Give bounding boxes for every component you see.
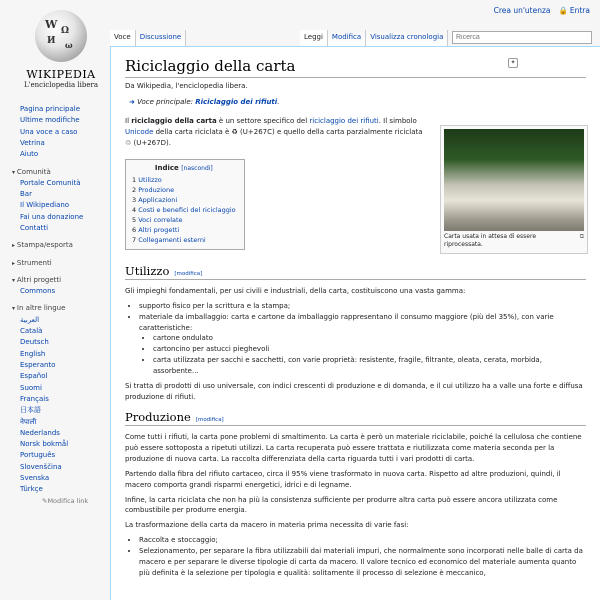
sidebar-section-altri[interactable]: ▾ Altri progetti: [8, 275, 108, 286]
language-link[interactable]: Svenska: [20, 474, 50, 483]
main-article-notice: ➜ Voce principale: Riciclaggio dei rifiuti.: [129, 98, 280, 106]
featured-star-icon: ✦: [508, 58, 518, 68]
sidebar-item[interactable]: Ultime modifiche: [20, 116, 80, 125]
list-item: • Selezionamento, per separare la fibra utilizzabili dai materiali impuri, che normalmente sono incorporati nelle balle di carta da macero e per separare le diverse tipologie di carta da macero. Il valore tecnico ed economico del materiale aumenta quanto più definita è la selezione per tipologia e qualità: solitamente il processo di selezione è meccanico,: [139, 546, 586, 579]
arrow-icon: ➜: [129, 98, 135, 106]
intro-text-3: . Il simbolo: [378, 117, 417, 125]
language-link[interactable]: Español: [20, 372, 48, 381]
login-link-wrap: [559, 6, 590, 15]
intro: [125, 116, 425, 256]
language-link[interactable]: Deutsch: [20, 338, 49, 347]
sidebar-section-stampa[interactable]: ▸ Stampa/esporta: [8, 240, 108, 251]
language-link[interactable]: नेपाली: [20, 417, 37, 426]
language-link[interactable]: العربية: [20, 315, 40, 324]
utilizzo-p1: Gli impieghi fondamentali, per usi civili e industriali, della carta, costituiscono una vasta gamma:: [125, 286, 466, 295]
sidebar-item[interactable]: Commons: [20, 287, 56, 296]
caption-text: Carta usata in attesa di essere riprocessata.: [444, 233, 537, 249]
edit-links-link[interactable]: [8, 496, 108, 506]
sidebar-main-nav: [8, 104, 108, 161]
intro-text-4: della carta riciclata è ♻ (U+267C) e quello della carta parzialmente riciclata ♲ (U+267D).: [125, 127, 423, 147]
main-article-link[interactable]: Riciclaggio dei rifiuti: [195, 98, 278, 106]
paper-bales-image[interactable]: [444, 129, 584, 231]
toc-link[interactable]: Voci correlate: [138, 215, 183, 224]
toc-number: 5: [132, 215, 137, 224]
sidebar-item[interactable]: Portale Comunità: [20, 178, 81, 187]
sidebar-item[interactable]: Vetrina: [20, 138, 45, 147]
sidebar-lingue-list: [8, 315, 108, 496]
language-link[interactable]: Català: [20, 326, 43, 335]
sidebar-item[interactable]: Fai una donazione: [20, 212, 84, 221]
article-content: [110, 46, 600, 600]
produzione-list: [139, 535, 586, 578]
list-item: [139, 312, 586, 377]
language-link[interactable]: Nederlands: [20, 428, 60, 437]
language-link[interactable]: Esperanto: [20, 360, 56, 369]
main-prefix: Voce principale:: [137, 98, 196, 106]
language-link[interactable]: Norsk bokmål: [20, 440, 69, 449]
section-utilizzo-title: Utilizzo: [125, 263, 170, 278]
sidebar-altri-list: [8, 286, 108, 297]
sidebar-item[interactable]: Bar: [20, 190, 32, 199]
toc-number: 1: [132, 175, 137, 184]
logo-wordmark: WIKIPEDIA: [26, 68, 96, 81]
produzione-p4: La trasformazione della carta da macero in materia prima necessita di varie fasi:: [125, 521, 409, 530]
namespace-tabs: [110, 30, 186, 46]
toc-link[interactable]: Costi e benefici del riciclaggio: [138, 205, 236, 214]
produzione-p2: Partendo dalla fibra del rifiuto cartaceo, circa il 95% viene trasformato in nuova carta. Rispetto ad altre produzioni, quindi, il macero comporta grandi risparmi energetici, idrici e di legname.: [125, 469, 561, 489]
sidebar-comunita-list: [8, 178, 108, 235]
table-of-contents: [125, 159, 245, 250]
list-item: • carta utilizzata per sacchi e sacchetti, con varie proprietà: resistente, fragile, filtrante, oleata, cerata, morbida, assorbente...: [153, 355, 586, 377]
toc-link[interactable]: Utilizzo: [138, 175, 162, 184]
list-item: • cartoncino per astucci pieghevoli: [153, 344, 586, 355]
logo-tagline: L'enciclopedia libera: [23, 81, 99, 89]
create-account-link[interactable]: Crea un'utenza: [493, 6, 551, 15]
unicode-link[interactable]: Unicode: [125, 127, 154, 136]
language-link[interactable]: Français: [20, 394, 49, 403]
list-item-text: materiale da imballaggio: carta e cartone da imballaggio rappresentano il consumo maggiore (più del 35%), con varie caratteristiche:: [139, 312, 554, 332]
sidebar-section-comunita[interactable]: ▾ Comunità: [8, 167, 108, 178]
thumb-caption: [444, 233, 584, 250]
intro-link[interactable]: riciclaggio dei rifiuti: [309, 117, 379, 125]
toc-hide-link[interactable]: [nascondi]: [181, 164, 213, 172]
tab-modifica[interactable]: Modifica: [328, 30, 366, 46]
produzione-p1: Come tutti i rifiuti, la carta pone problemi di smaltimento. La carta è però un materiale riciclabile, poiché la cellulosa che contiene può essere sottoposta a ripetuti utilizzi. La carta recuperata può essere trattata e riutilizzata come materia seconda per la produzione di nuova carta. La raccolta differenziata della carta riguarda tutti i vari prodotti di carta.: [125, 433, 582, 464]
section-utilizzo: [125, 264, 586, 280]
pencil-icon: ✎: [42, 496, 48, 505]
language-link[interactable]: Suomi: [20, 383, 42, 392]
search-input[interactable]: [452, 31, 592, 44]
utilizzo-p2: Si tratta di prodotti di uso universale, con indici crescenti di produzione e di domanda, e il cui utilizzo ha a valle una forte e diffusa produzione di rifiuti.: [125, 381, 583, 401]
toc-link[interactable]: Altri progetti: [138, 225, 180, 234]
personal-tools: [494, 6, 590, 15]
tab-leggi[interactable]: Leggi: [300, 30, 328, 46]
language-link[interactable]: Português: [20, 451, 56, 460]
toc-number: 3: [132, 195, 137, 204]
intro-text-1: Il: [125, 117, 132, 125]
utilizzo-list: [139, 301, 586, 377]
produzione-p3: Infine, la carta riciclata che non ha più la consistenza sufficiente per produrre altra carta può essere ancora utilizzata come combustibile per produrre energia.: [125, 495, 558, 515]
toc-item[interactable]: [132, 225, 236, 235]
edit-links-label: Modifica link: [47, 496, 89, 505]
intro-text-2: è un settore specifico del: [216, 117, 310, 125]
puzzle-globe-icon: W Ω И ω: [35, 10, 87, 62]
lock-icon: 🔒: [558, 6, 568, 15]
page-subtitle: Da Wikipedia, l'enciclopedia libera.: [125, 82, 248, 90]
toc-item[interactable]: [132, 215, 236, 225]
toc-title-text: Indice: [154, 163, 179, 172]
utilizzo-sublist: [153, 333, 586, 376]
view-tabs: [300, 30, 448, 46]
toc-item[interactable]: [132, 175, 236, 185]
sidebar-item[interactable]: Pagina principale: [20, 105, 81, 113]
sidebar-item[interactable]: Aiuto: [20, 150, 39, 159]
intro-paragraph: [125, 116, 425, 149]
section-produzione: [125, 410, 586, 426]
login-link[interactable]: Entra: [569, 6, 590, 15]
language-link[interactable]: Türkçe: [20, 485, 43, 494]
language-link[interactable]: Slovenščina: [20, 462, 62, 471]
sidebar-item[interactable]: Contatti: [20, 224, 49, 233]
list-item: • cartone ondulato: [153, 333, 586, 344]
list-item: • Raccolta e stoccaggio;: [139, 535, 586, 546]
intro-bold: riciclaggio della carta: [131, 117, 217, 125]
edit-section-link[interactable]: [modifica]: [195, 417, 224, 424]
toc-number: 2: [132, 185, 137, 194]
toc-items: [132, 175, 236, 245]
page-title: Riciclaggio della carta: [125, 57, 586, 78]
thumbnail: [440, 125, 588, 254]
toc-link[interactable]: Collegamenti esterni: [138, 235, 206, 244]
toc-item[interactable]: [132, 205, 236, 215]
toc-link[interactable]: Produzione: [138, 185, 175, 194]
language-link[interactable]: English: [20, 349, 46, 358]
wikipedia-logo[interactable]: [16, 10, 106, 89]
section-produzione-title: Produzione: [125, 410, 191, 425]
sidebar-section-lingue[interactable]: ▾ In altre lingue: [8, 303, 108, 314]
list-item: • supporto fisico per la scrittura e la stampa;: [139, 301, 586, 312]
toc-number: 7: [132, 235, 137, 244]
toc-number: 6: [132, 225, 137, 234]
toc-item[interactable]: [132, 185, 236, 195]
tab-discussione[interactable]: Discussione: [136, 30, 187, 46]
toc-item[interactable]: [132, 235, 236, 245]
tab-voce[interactable]: Voce: [110, 30, 136, 46]
sidebar-item[interactable]: Il Wikipediano: [20, 201, 70, 210]
language-link[interactable]: 日本語: [20, 406, 41, 415]
toc-number: 4: [132, 205, 137, 214]
toc-title: [132, 164, 236, 172]
tab-cronologia[interactable]: Visualizza cronologia: [366, 30, 448, 46]
toc-item[interactable]: [132, 195, 236, 205]
edit-section-link[interactable]: [modifica]: [174, 270, 203, 277]
sidebar-section-strumenti[interactable]: ▸ Strumenti: [8, 258, 108, 269]
magnify-icon[interactable]: ⧉: [579, 233, 584, 240]
sidebar: [8, 104, 108, 506]
sidebar-item[interactable]: Una voce a caso: [20, 127, 78, 136]
toc-link[interactable]: Applicazioni: [138, 195, 178, 204]
